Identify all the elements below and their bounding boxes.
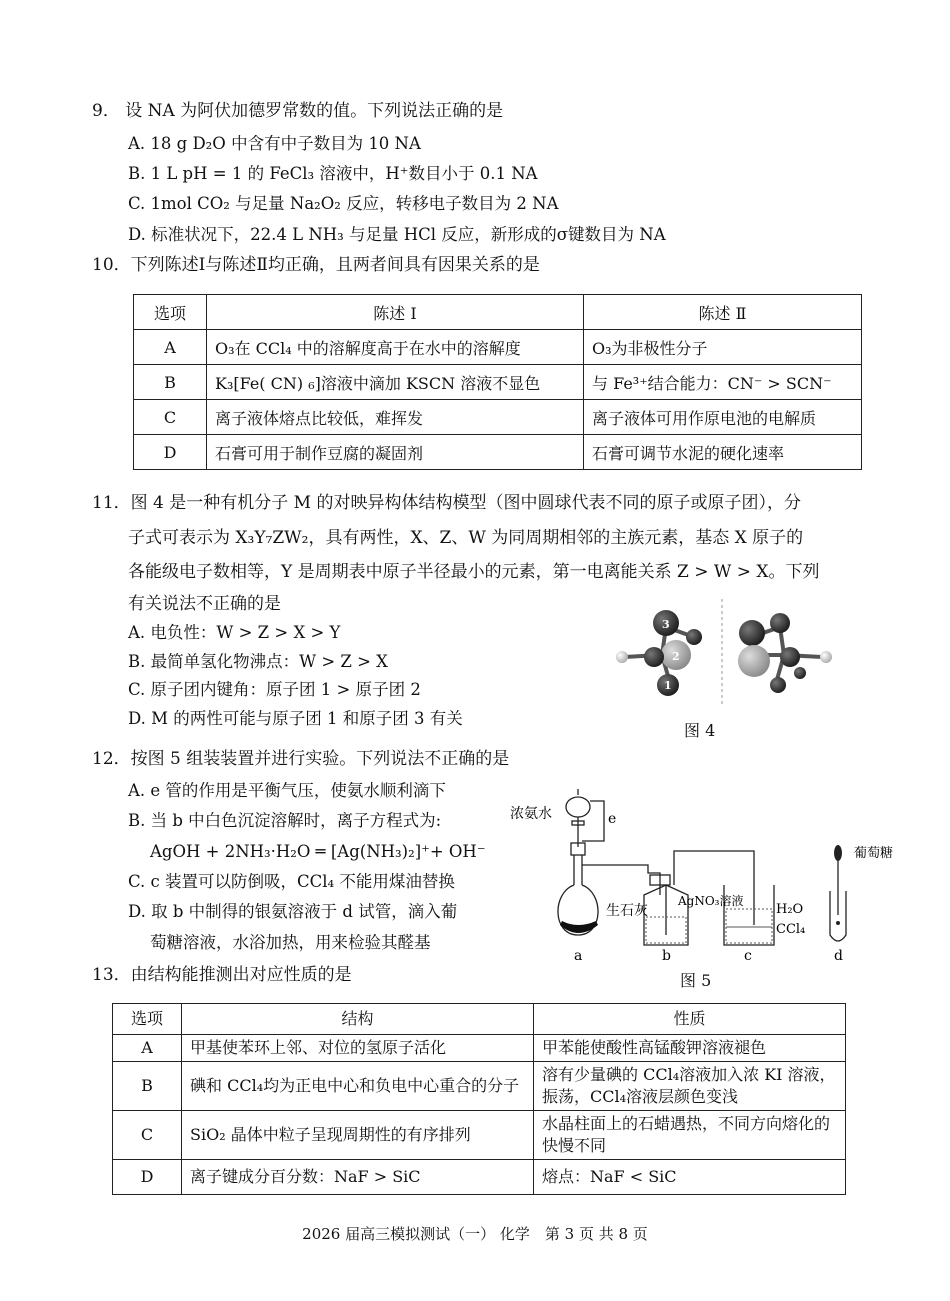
table-cell: C — [134, 400, 207, 435]
table-row — [134, 295, 862, 330]
atom — [770, 677, 786, 693]
table-cell: A — [134, 330, 207, 365]
q11-option-a: A. 电负性：W > Z > X > Y — [128, 623, 341, 642]
table-cell: 离子液体熔点比较低，难挥发 — [207, 400, 584, 435]
q11-option-c: C. 原子团内键角：原子团 1 > 原子团 2 — [128, 680, 421, 699]
atom — [794, 667, 806, 679]
q11-line-1: 11．图 4 是一种有机分子 M 的对映异构体结构模型（图中圆球代表不同的原子或原子团），分 — [92, 493, 801, 513]
table-cell: 碘和 CCl₄均为正电中心和负电中心重合的分子 — [182, 1062, 534, 1111]
h-atom — [616, 651, 628, 663]
atom — [739, 620, 765, 646]
atom-group — [738, 645, 770, 677]
table-row — [113, 1004, 846, 1035]
table-row — [113, 1062, 846, 1111]
figure-5-caption: 图 5 — [680, 971, 712, 990]
q12-option-a: A. e 管的作用是平衡气压，使氨水顺利滴下 — [128, 781, 446, 800]
table-cell: 石膏可调节水泥的硬化速率 — [584, 435, 862, 470]
table-cell: D — [134, 435, 207, 470]
table-cell: C — [113, 1111, 182, 1160]
q9-option-a: A. 18 g D₂O 中含有中子数目为 10 NA — [128, 134, 421, 153]
table-header: 陈述 I — [207, 295, 584, 330]
table-row — [134, 365, 862, 400]
table-row — [113, 1035, 846, 1062]
table-row — [134, 400, 862, 435]
label-d: d — [834, 948, 843, 964]
figure-4-molecule-model — [604, 597, 844, 707]
atom — [770, 613, 790, 633]
table-header: 陈述 Ⅱ — [584, 295, 862, 330]
q9-option-c: C. 1mol CO₂ 与足量 Na₂O₂ 反应，转移电子数目为 2 NA — [128, 194, 559, 213]
connecting-tube — [674, 851, 754, 925]
label-c: c — [744, 948, 752, 964]
table-cell: K₃[Fe( CN) ₆]溶液中滴加 KSCN 溶液不显色 — [207, 365, 584, 400]
table-row — [113, 1111, 846, 1160]
q12-option-d-cont: 萄糖溶液，水浴加热，用来检验其醛基 — [150, 933, 431, 952]
delivery-tube — [582, 865, 660, 895]
table-cell: O₃在 CCl₄ 中的溶解度高于在水中的溶解度 — [207, 330, 584, 365]
q12-option-d: D. 取 b 中制得的银氨溶液于 d 试管，滴入葡 — [128, 902, 458, 921]
table-cell: 离子键成分百分数：NaF > SiC — [182, 1160, 534, 1195]
q10-stem: 10．下列陈述Ⅰ与陈述Ⅱ均正确，且两者间具有因果关系的是 — [92, 255, 540, 275]
q9-stem: 9． 设 NA 为阿伏加德罗常数的值。下列说法正确的是 — [92, 101, 504, 121]
label-a: a — [574, 948, 583, 964]
label-ccl4: CCl₄ — [776, 922, 806, 937]
q12-option-b: B. 当 b 中白色沉淀溶解时，离子方程式为: — [128, 811, 442, 830]
q13-stem: 13．由结构能推测出对应性质的是 — [92, 965, 352, 985]
table-header: 性质 — [534, 1004, 846, 1035]
table-cell: 溶有少量碘的 CCl₄溶液加入浓 KI 溶液，振荡，CCl₄溶液层颜色变浅 — [534, 1062, 846, 1111]
q11-line-2: 子式可表示为 X₃Y₇ZW₂，具有两性，X、Z、W 为同周期相邻的主族元素，基态 X 原子的 — [128, 528, 804, 548]
q11-option-d: D. M 的两性可能与原子团 1 和原子团 3 有关 — [128, 709, 463, 728]
table-cell: 水晶柱面上的石蜡遇热，不同方向熔化的快慢不同 — [534, 1111, 846, 1160]
figure-5-apparatus — [508, 785, 893, 965]
table-cell: 石膏可用于制作豆腐的凝固剂 — [207, 435, 584, 470]
table-cell: 甲基使苯环上邻、对位的氢原子活化 — [182, 1035, 534, 1062]
ball-label-1: 1 — [664, 679, 672, 692]
q12-equation: AgOH + 2NH₃·H₂O ═ [Ag(NH₃)₂]⁺+ OH⁻ — [150, 842, 486, 861]
atom — [686, 629, 702, 645]
ball-label-2: 2 — [672, 650, 680, 663]
table-header: 选项 — [134, 295, 207, 330]
table-cell: B — [113, 1062, 182, 1111]
separatory-funnel — [566, 797, 590, 817]
page-footer: 2026 届高三模拟测试（一） 化学 第 3 页 共 8 页 — [302, 1225, 648, 1243]
table-row — [134, 330, 862, 365]
q10-table — [133, 294, 862, 470]
table-cell: 熔点：NaF < SiC — [534, 1160, 846, 1195]
table-row — [113, 1160, 846, 1195]
table-header: 结构 — [182, 1004, 534, 1035]
central-carbon — [780, 647, 800, 667]
q13-table — [112, 1003, 846, 1195]
table-row — [134, 435, 862, 470]
q11-line-4: 有关说法不正确的是 — [128, 594, 281, 614]
label-h2o: H₂O — [776, 902, 804, 917]
table-cell: D — [113, 1160, 182, 1195]
label-glucose: 葡萄糖 — [854, 846, 893, 861]
table-cell: O₃为非极性分子 — [584, 330, 862, 365]
label-agno3: AgNO₃溶液 — [678, 894, 744, 908]
table-cell: A — [113, 1035, 182, 1062]
q11-option-b: B. 最简单氢化物沸点：W > Z > X — [128, 652, 388, 671]
label-e: e — [608, 811, 617, 827]
table-header: 选项 — [113, 1004, 182, 1035]
q12-stem: 12．按图 5 组装装置并进行实验。下列说法不正确的是 — [92, 749, 510, 769]
table-cell: 离子液体可用作原电池的电解质 — [584, 400, 862, 435]
central-carbon — [644, 647, 664, 667]
h-atom — [820, 651, 832, 663]
label-lime: 生石灰 — [606, 903, 648, 919]
dropper-bulb — [834, 845, 842, 861]
label-ammonia: 浓氨水 — [510, 806, 552, 822]
table-cell: 与 Fe³⁺结合能力：CN⁻ > SCN⁻ — [584, 365, 862, 400]
q12-option-c: C. c 装置可以防倒吸，CCl₄ 不能用煤油替换 — [128, 872, 455, 891]
q9-option-d: D. 标准状况下，22.4 L NH₃ 与足量 HCl 反应，新形成的σ键数目为 NA — [128, 225, 666, 244]
table-cell: 甲苯能使酸性高锰酸钾溶液褪色 — [534, 1035, 846, 1062]
pressure-equalizing-tube-e — [582, 801, 604, 841]
table-cell: B — [134, 365, 207, 400]
ball-label-3: 3 — [662, 618, 670, 631]
label-b: b — [662, 948, 671, 964]
q11-line-3: 各能级电子数相等，Y 是周期表中原子半径最小的元素，第一电离能关系 Z > W > X。下列 — [128, 562, 820, 582]
table-cell: SiO₂ 晶体中粒子呈现周期性的有序排列 — [182, 1111, 534, 1160]
q9-option-b: B. 1 L pH = 1 的 FeCl₃ 溶液中，H⁺数目小于 0.1 NA — [128, 164, 538, 183]
figure-4-caption: 图 4 — [684, 721, 716, 740]
